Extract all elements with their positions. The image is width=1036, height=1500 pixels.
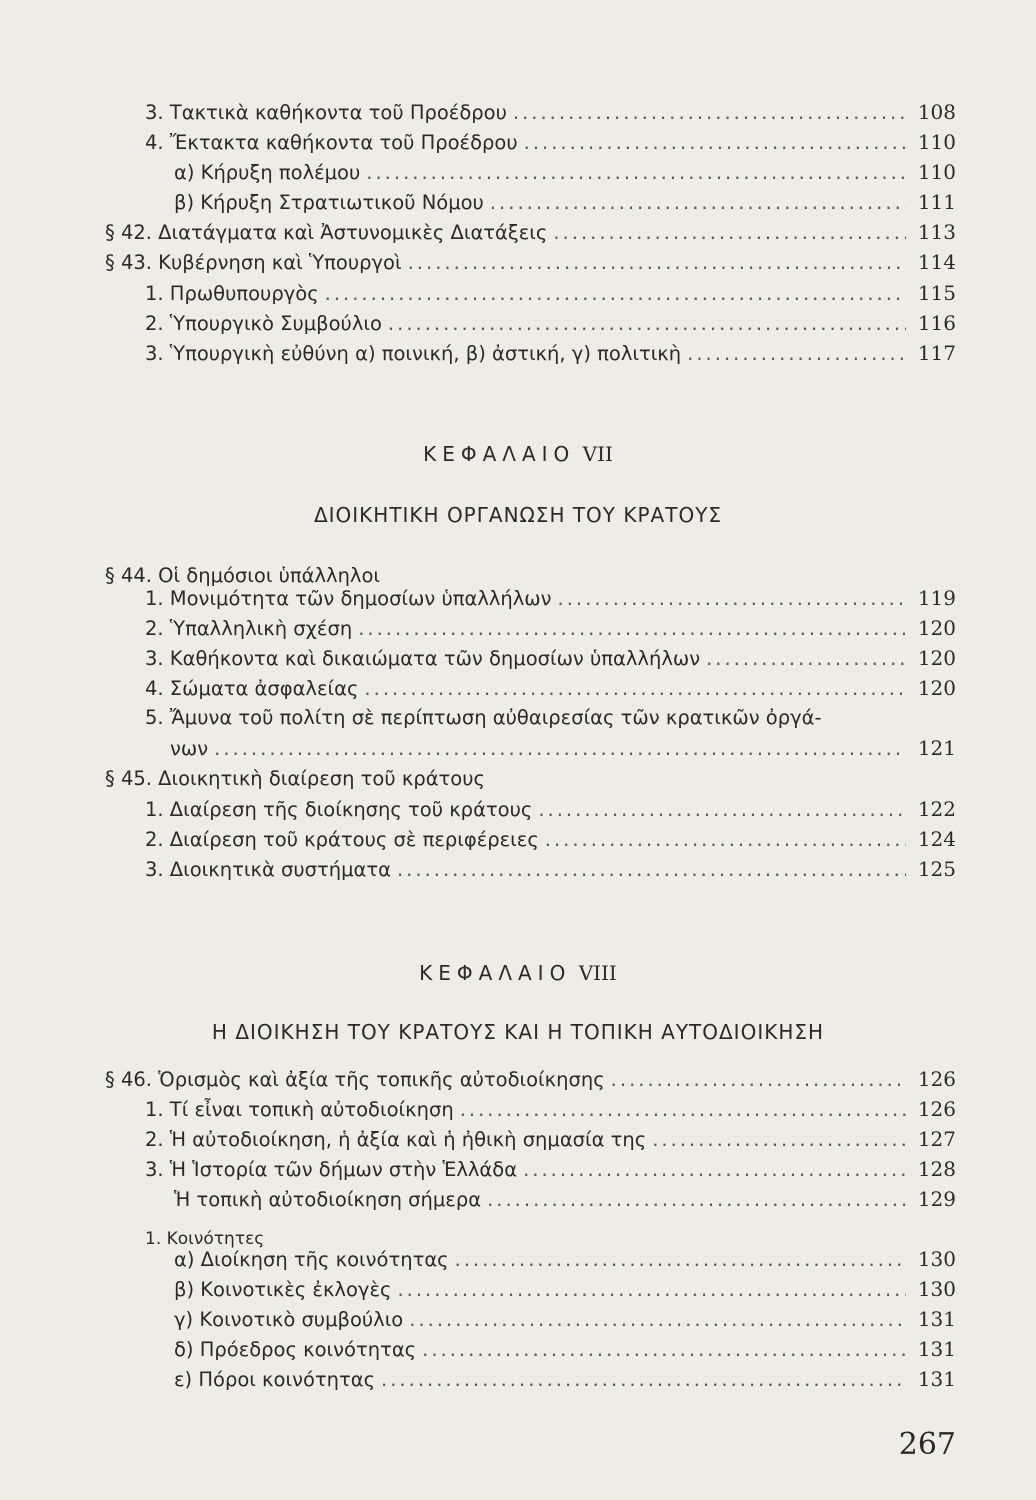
- chapter-word: ΚΕΦΑΛΑΙΟ: [419, 961, 572, 985]
- entry-label: § 46. Ὁρισμὸς καὶ ἀξία τῆς τοπικῆς αὐτοδιοίκησης: [105, 1068, 605, 1091]
- toc-entry: [145, 1127, 956, 1152]
- entry-5-line-1: 5. Ἄμυνα τοῦ πολίτη σὲ περίπτωση αὐθαιρεσίας τῶν κρατικῶν ὀργά-: [145, 706, 822, 729]
- entry-label: 3. Τακτικὰ καθήκοντα τοῦ Προέδρου: [145, 101, 507, 124]
- toc-entry: [174, 1307, 956, 1332]
- entry-page: 129: [917, 1187, 956, 1211]
- entry-label: § 42. Διατάγματα καὶ Ἀστυνομικὲς Διατάξεις: [105, 221, 548, 244]
- entry-page: 130: [917, 1247, 956, 1271]
- entry-page: 120: [917, 676, 956, 700]
- entry-label: 1. Μονιμότητα τῶν δημοσίων ὑπαλλήλων: [145, 587, 552, 610]
- section-44-title: § 44. Οἱ δημόσιοι ὑπάλληλοι: [105, 564, 380, 587]
- toc-entry: [105, 1067, 956, 1092]
- entry-label: 1. Διαίρεση τῆς διοίκησης τοῦ κράτους: [145, 798, 533, 821]
- toc-entry: [145, 341, 956, 366]
- toc-entry: [105, 220, 956, 245]
- chapter-8-heading: [0, 961, 1036, 985]
- entry-label: 3. Ἡ Ἱστορία τῶν δήμων στὴν Ἑλλάδα: [145, 1158, 518, 1181]
- entry-label: Ἡ τοπικὴ αὐτοδιοίκηση σήμερα: [174, 1188, 482, 1211]
- entry-label: § 43. Κυβέρνηση καὶ Ὑπουργοὶ: [105, 251, 402, 274]
- toc-entry: [145, 1097, 956, 1122]
- toc-entry: [145, 857, 956, 882]
- entry-page: 130: [917, 1277, 956, 1301]
- entry-page: 110: [917, 160, 956, 184]
- section-45-title: § 45. Διοικητικὴ διαίρεση τοῦ κράτους: [105, 767, 485, 790]
- toc-entry: [145, 797, 956, 822]
- entry-label: 2. Ἡ αὐτοδιοίκηση, ἡ ἀξία καὶ ἡ ἠθικὴ σημασία της: [145, 1128, 647, 1151]
- entry-page: 117: [917, 341, 956, 365]
- chapter-7-heading: [0, 442, 1036, 466]
- entry-label: 3. Καθήκοντα καὶ δικαιώματα τῶν δημοσίων ὑπαλλήλων: [145, 647, 701, 670]
- entry-label: 1. Πρωθυπουργὸς: [145, 282, 319, 305]
- entry-label: β) Κήρυξη Στρατιωτικοῦ Νόμου: [174, 191, 484, 214]
- toc-entry: [145, 616, 956, 641]
- communities-heading: 1. Κοινότητες: [145, 1229, 265, 1249]
- toc-entry: [105, 250, 956, 275]
- entry-page: 108: [917, 100, 956, 124]
- entry-page: 131: [917, 1367, 956, 1391]
- toc-entry: [145, 676, 956, 701]
- entry-label: β) Κοινοτικὲς ἐκλογὲς: [174, 1278, 392, 1301]
- entry-label: α) Κήρυξη πολέμου: [174, 161, 361, 184]
- entry-label: 2. Ὑπουργικὸ Συμβούλιο: [145, 312, 382, 335]
- entry-page: 116: [917, 311, 956, 335]
- chapter-numeral: VII: [582, 442, 613, 466]
- entry-page: 131: [917, 1307, 956, 1331]
- chapter-word: ΚΕΦΑΛΑΙΟ: [423, 442, 576, 466]
- toc-entry: [174, 1247, 956, 1272]
- toc-entry: [145, 100, 956, 125]
- entry-label: νων: [170, 737, 209, 760]
- toc-entry: [174, 190, 956, 215]
- page-number: 267: [898, 1427, 956, 1462]
- entry-page: 110: [917, 130, 956, 154]
- entry-label: 3. Ὑπουργικὴ εὐθύνη α) ποινική, β) ἀστική, γ) πολιτικὴ: [145, 342, 682, 365]
- entry-page: 128: [917, 1157, 956, 1181]
- toc-entry: [145, 646, 956, 671]
- entry-label: 1. Τί εἶναι τοπικὴ αὐτοδιοίκηση: [145, 1098, 454, 1121]
- entry-page: 127: [917, 1127, 956, 1151]
- entry-page: 115: [917, 281, 956, 305]
- chapter-7-title: ΔΙΟΙΚΗΤΙΚΗ ΟΡΓΑΝΩΣΗ ΤΟΥ ΚΡΑΤΟΥΣ: [313, 503, 723, 527]
- entry-label: 2. Ὑπαλληλικὴ σχέση: [145, 617, 353, 640]
- toc-entry: [174, 160, 956, 185]
- entry-label: δ) Πρόεδρος κοινότητας: [174, 1338, 417, 1361]
- entry-label: 4. Σώματα ἀσφαλείας: [145, 677, 359, 700]
- entry-label: 3. Διοικητικὰ συστήματα: [145, 858, 391, 881]
- chapter-numeral: VIII: [578, 961, 617, 985]
- entry-page: 120: [917, 646, 956, 670]
- entry-label: α) Διοίκηση τῆς κοινότητας: [174, 1248, 449, 1271]
- entry-label: 4. Ἔκτακτα καθήκοντα τοῦ Προέδρου: [145, 131, 518, 154]
- toc-entry: [145, 281, 956, 306]
- toc-entry: [174, 1367, 956, 1392]
- toc-entry: [145, 1157, 956, 1182]
- entry-page: 124: [917, 827, 956, 851]
- entry-page: 131: [917, 1337, 956, 1361]
- toc-entry: [174, 1277, 956, 1302]
- toc-entry: [145, 586, 956, 611]
- toc-entry: [174, 1187, 956, 1212]
- toc-entry: [145, 827, 956, 852]
- entry-label: γ) Κοινοτικὸ συμβούλιο: [174, 1308, 404, 1331]
- entry-label: ε) Πόροι κοινότητας: [174, 1368, 376, 1391]
- entry-page: 113: [917, 220, 956, 244]
- entry-page: 122: [917, 797, 956, 821]
- entry-page: 126: [917, 1067, 956, 1091]
- toc-entry: [170, 736, 956, 761]
- entry-page: 125: [917, 857, 956, 881]
- entry-page: 114: [917, 250, 956, 274]
- chapter-8-title: Η ΔΙΟΙΚΗΣΗ ΤΟΥ ΚΡΑΤΟΥΣ ΚΑΙ Η ΤΟΠΙΚΗ ΑΥΤΟΔΙΟΙΚΗΣΗ: [211, 1020, 825, 1044]
- entry-label: 2. Διαίρεση τοῦ κράτους σὲ περιφέρειες: [145, 828, 539, 851]
- entry-page: 120: [917, 616, 956, 640]
- toc-entry: [145, 311, 956, 336]
- entry-page: 126: [917, 1097, 956, 1121]
- entry-page: 111: [917, 190, 956, 214]
- entry-page: 119: [917, 586, 956, 610]
- toc-entry: [145, 130, 956, 155]
- entry-page: 121: [917, 736, 956, 760]
- toc-entry: [174, 1337, 956, 1362]
